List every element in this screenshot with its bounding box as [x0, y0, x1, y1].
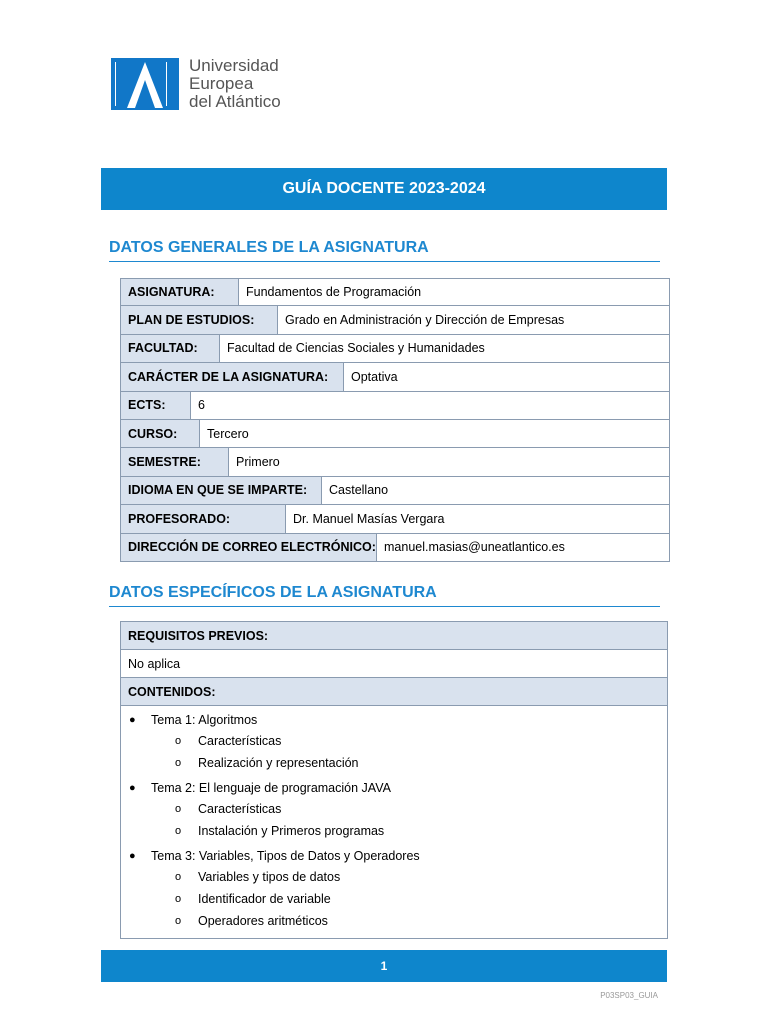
title-banner	[101, 168, 667, 210]
prereq-label: REQUISITOS PREVIOS:	[121, 622, 667, 650]
table-row	[120, 420, 670, 448]
circle-bullet-icon: o	[175, 915, 182, 927]
table-row	[120, 505, 670, 533]
page-number: 1	[380, 959, 388, 973]
list-item	[121, 888, 667, 910]
topic-title: Tema 1: Algoritmos	[151, 713, 258, 727]
prereq-value: No aplica	[121, 650, 667, 678]
list-item	[121, 710, 667, 730]
row-label: CURSO:	[121, 420, 200, 447]
row-label: IDIOMA EN QUE SE IMPARTE:	[121, 477, 322, 504]
row-label: DIRECCIÓN DE CORREO ELECTRÓNICO:	[121, 534, 377, 561]
list-item	[121, 910, 667, 932]
logo-text	[189, 57, 281, 111]
subtopic: Características	[198, 734, 282, 748]
row-value: manuel.masias@uneatlantico.es	[384, 540, 565, 555]
specific-data-table	[120, 621, 668, 939]
bullet-icon: ●	[129, 850, 136, 862]
contents-list	[121, 706, 667, 938]
row-label: SEMESTRE:	[121, 448, 229, 475]
row-value: Fundamentos de Programación	[246, 285, 422, 300]
table-row	[120, 392, 670, 420]
list-item	[121, 752, 667, 774]
table-row	[120, 278, 670, 306]
bullet-icon: ●	[129, 782, 136, 794]
table-row	[120, 448, 670, 476]
general-data-heading: DATOS GENERALES DE LA ASIGNATURA	[109, 239, 660, 262]
general-data-table	[120, 278, 670, 562]
row-value: 6	[198, 398, 205, 413]
row-value: Tercero	[207, 426, 249, 441]
table-row	[120, 335, 670, 363]
topic-title: Tema 3: Variables, Tipos de Datos y Operadores	[151, 849, 420, 863]
subtopic: Operadores aritméticos	[198, 914, 328, 928]
subtopic: Realización y representación	[198, 756, 359, 770]
subtopic: Características	[198, 802, 282, 816]
subtopic: Instalación y Primeros programas	[198, 824, 385, 838]
logo-line: del Atlántico	[189, 92, 281, 111]
row-value: Dr. Manuel Masías Vergara	[293, 511, 445, 526]
specific-data-heading: DATOS ESPECÍFICOS DE LA ASIGNATURA	[109, 584, 660, 607]
list-item	[121, 798, 667, 820]
list-item	[121, 846, 667, 866]
logo-line: Universidad	[189, 56, 279, 75]
bullet-icon: ●	[129, 714, 136, 726]
row-value: Optativa	[351, 369, 398, 384]
row-value: Facultad de Ciencias Sociales y Humanidades	[227, 341, 485, 356]
circle-bullet-icon: o	[175, 825, 182, 837]
university-logo	[111, 58, 281, 110]
logo-line: Europea	[189, 74, 254, 93]
row-value: Grado en Administración y Dirección de Empresas	[285, 313, 565, 328]
circle-bullet-icon: o	[175, 871, 182, 883]
topic-title: Tema 2: El lenguaje de programación JAVA	[151, 781, 391, 795]
list-item	[121, 866, 667, 888]
page-footer	[101, 950, 667, 982]
circle-bullet-icon: o	[175, 893, 182, 905]
contents-label: CONTENIDOS:	[121, 678, 667, 706]
row-value: Primero	[236, 455, 280, 470]
document-title: GUÍA DOCENTE 2023-2024	[282, 180, 486, 197]
circle-bullet-icon: o	[175, 735, 182, 747]
row-label: ASIGNATURA:	[121, 279, 239, 305]
subtopic: Variables y tipos de datos	[198, 870, 341, 884]
table-row	[120, 363, 670, 391]
document-code: P03SP03_GUIA	[600, 991, 658, 1000]
row-label: FACULTAD:	[121, 335, 220, 362]
list-item	[121, 778, 667, 798]
subtopic: Identificador de variable	[198, 892, 331, 906]
row-label: CARÁCTER DE LA ASIGNATURA:	[121, 363, 344, 390]
row-label: PROFESORADO:	[121, 505, 286, 532]
row-label: ECTS:	[121, 392, 191, 419]
table-row	[120, 306, 670, 334]
list-item	[121, 820, 667, 842]
table-row	[120, 534, 670, 562]
table-row	[120, 477, 670, 505]
logo-a-icon	[111, 58, 179, 110]
row-value: Castellano	[329, 483, 389, 498]
circle-bullet-icon: o	[175, 803, 182, 815]
list-item	[121, 730, 667, 752]
row-label: PLAN DE ESTUDIOS:	[121, 306, 278, 333]
circle-bullet-icon: o	[175, 757, 182, 769]
